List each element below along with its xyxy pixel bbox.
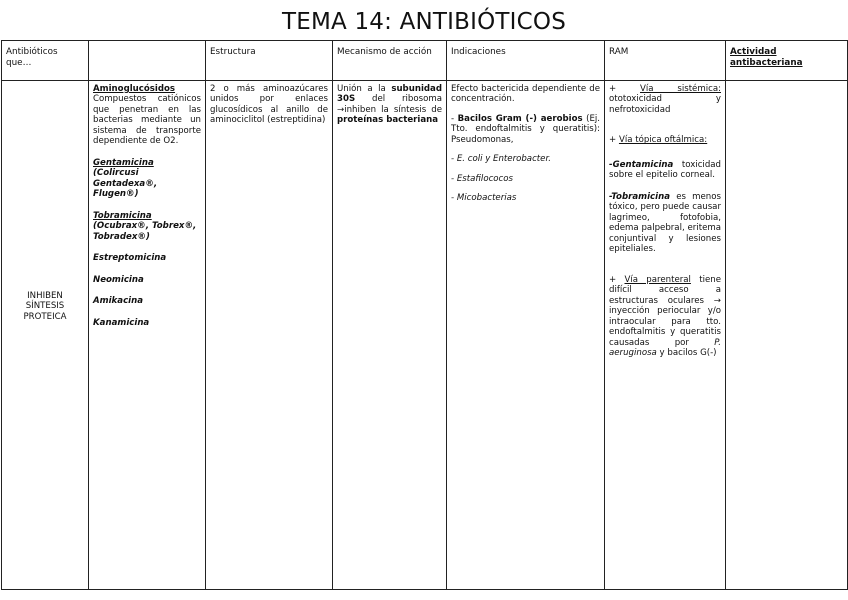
- ram-parenteral-label: Vía parenteral: [624, 274, 691, 285]
- table-row: [2, 81, 848, 590]
- ram-tobramicina-name: -Tobramicina: [609, 191, 671, 202]
- group-line-3: PROTEICA: [23, 311, 67, 322]
- indicaciones-bacilos: [451, 114, 600, 145]
- ram-sistemica-label: Vía sistémica:: [640, 84, 721, 94]
- mecanismo-mid: del ribosoma →inhiben la síntesis de: [337, 94, 442, 115]
- drug-gentamicina-brands: (Colircusi Gentadexa®, Flugen®): [93, 168, 158, 200]
- indicaciones-cell: [447, 81, 605, 590]
- indicaciones-bacilos-prefix: -: [451, 113, 458, 124]
- ram-topica-prefix: +: [609, 135, 619, 146]
- group-line-2: SÍNTESIS: [25, 301, 65, 312]
- drug-tobramicina-brands: (Ocubrax®, Tobrex®, Tobradex®): [93, 221, 197, 242]
- drug-class-heading: Aminoglucósidos: [93, 84, 176, 94]
- mecanismo-cell: [333, 81, 447, 590]
- header-antibioticos: Antibióticos que…: [2, 41, 89, 81]
- indicaciones-micobacterias: - Micobacterias: [451, 193, 517, 204]
- actividad-cell: [726, 81, 848, 590]
- ram-parenteral-prefix: +: [609, 274, 625, 285]
- indicaciones-estafilococos: - Estafilococos: [451, 173, 514, 184]
- ram-sistemica-prefix: +: [609, 84, 641, 94]
- indicaciones-ecoli: - E. coli y Enterobacter.: [451, 154, 551, 165]
- table-header-row: [2, 41, 848, 81]
- header-estructura: Estructura: [206, 41, 333, 81]
- indicaciones-efecto: Efecto bactericida dependiente de concentración.: [451, 84, 600, 105]
- ram-parenteral-italic: P. aeruginosa: [609, 337, 721, 359]
- indicaciones-bacilos-rest: (Ej. Tto. endoftalmitis y queratitis): Pseudomonas,: [451, 113, 600, 145]
- drug-gentamicina: Gentamicina: [93, 157, 154, 168]
- ram-topica-label: Vía tópica oftálmica:: [618, 135, 708, 146]
- ram-parenteral-end: y bacilos G(-): [656, 348, 717, 359]
- drug-estreptomicina: Estreptomicina: [93, 253, 167, 264]
- mecanismo-pre: Unión a la: [337, 84, 392, 94]
- ram-parenteral: [609, 275, 721, 359]
- drug-neomicina: Neomicina: [93, 274, 144, 285]
- drug-kanamicina: Kanamicina: [93, 317, 150, 328]
- ram-tobramicina: [609, 192, 721, 255]
- estructura-cell: 2 o más aminoazúcares unidos por enlaces glucosídicos al anillo de aminociclitol (estreptidina): [206, 81, 333, 590]
- drug-amikacina: Amikacina: [93, 296, 144, 307]
- ram-gentamicina-name: -Gentamicina: [609, 159, 674, 170]
- ram-sistemica-text: ototoxicidad y nefrotoxicidad: [609, 94, 721, 115]
- header-mecanismo: Mecanismo de acción: [333, 41, 447, 81]
- indicaciones-bacilos-bold: Bacilos Gram (-) aerobios: [457, 113, 583, 124]
- ram-gentamicina: [609, 160, 721, 181]
- header-indicaciones: Indicaciones: [447, 41, 605, 81]
- ram-cell: [605, 81, 726, 590]
- drug-class-description: Compuestos catiónicos que penetran en las bacterias mediante un sistema de transporte dependiente de O2.: [93, 94, 201, 147]
- mecanismo-subunidad: subunidad 30S: [337, 84, 442, 105]
- group-line-1: INHIBEN: [27, 290, 63, 301]
- antibiotics-table: [1, 40, 848, 590]
- ram-parenteral-text: tiene difícil acceso a estructuras oculares → inyección periocular y/o intraocular para tto. endoftalmitis y queratitis causadas por: [609, 274, 721, 348]
- ram-topica: [609, 135, 721, 145]
- drug-tobramicina: Tobramicina: [93, 210, 152, 221]
- drugs-cell: [89, 81, 206, 590]
- mecanismo-proteinas: proteínas bacteriana: [337, 115, 439, 126]
- header-actividad: Actividad antibacteriana: [726, 41, 848, 81]
- ram-tobramicina-text: es menos tóxico, pero puede causar lagrimeo, fotofobia, edema palpebral, eritema conjuntival y lesiones epiteliales.: [609, 191, 721, 255]
- header-blank: [89, 41, 206, 81]
- page-title: TEMA 14: ANTIBIÓTICOS: [281, 9, 567, 35]
- group-label: [2, 81, 89, 590]
- ram-gentamicina-text: toxicidad sobre el epitelio corneal.: [609, 159, 721, 181]
- header-ram: RAM: [605, 41, 726, 81]
- ram-sistemica: [609, 84, 721, 115]
